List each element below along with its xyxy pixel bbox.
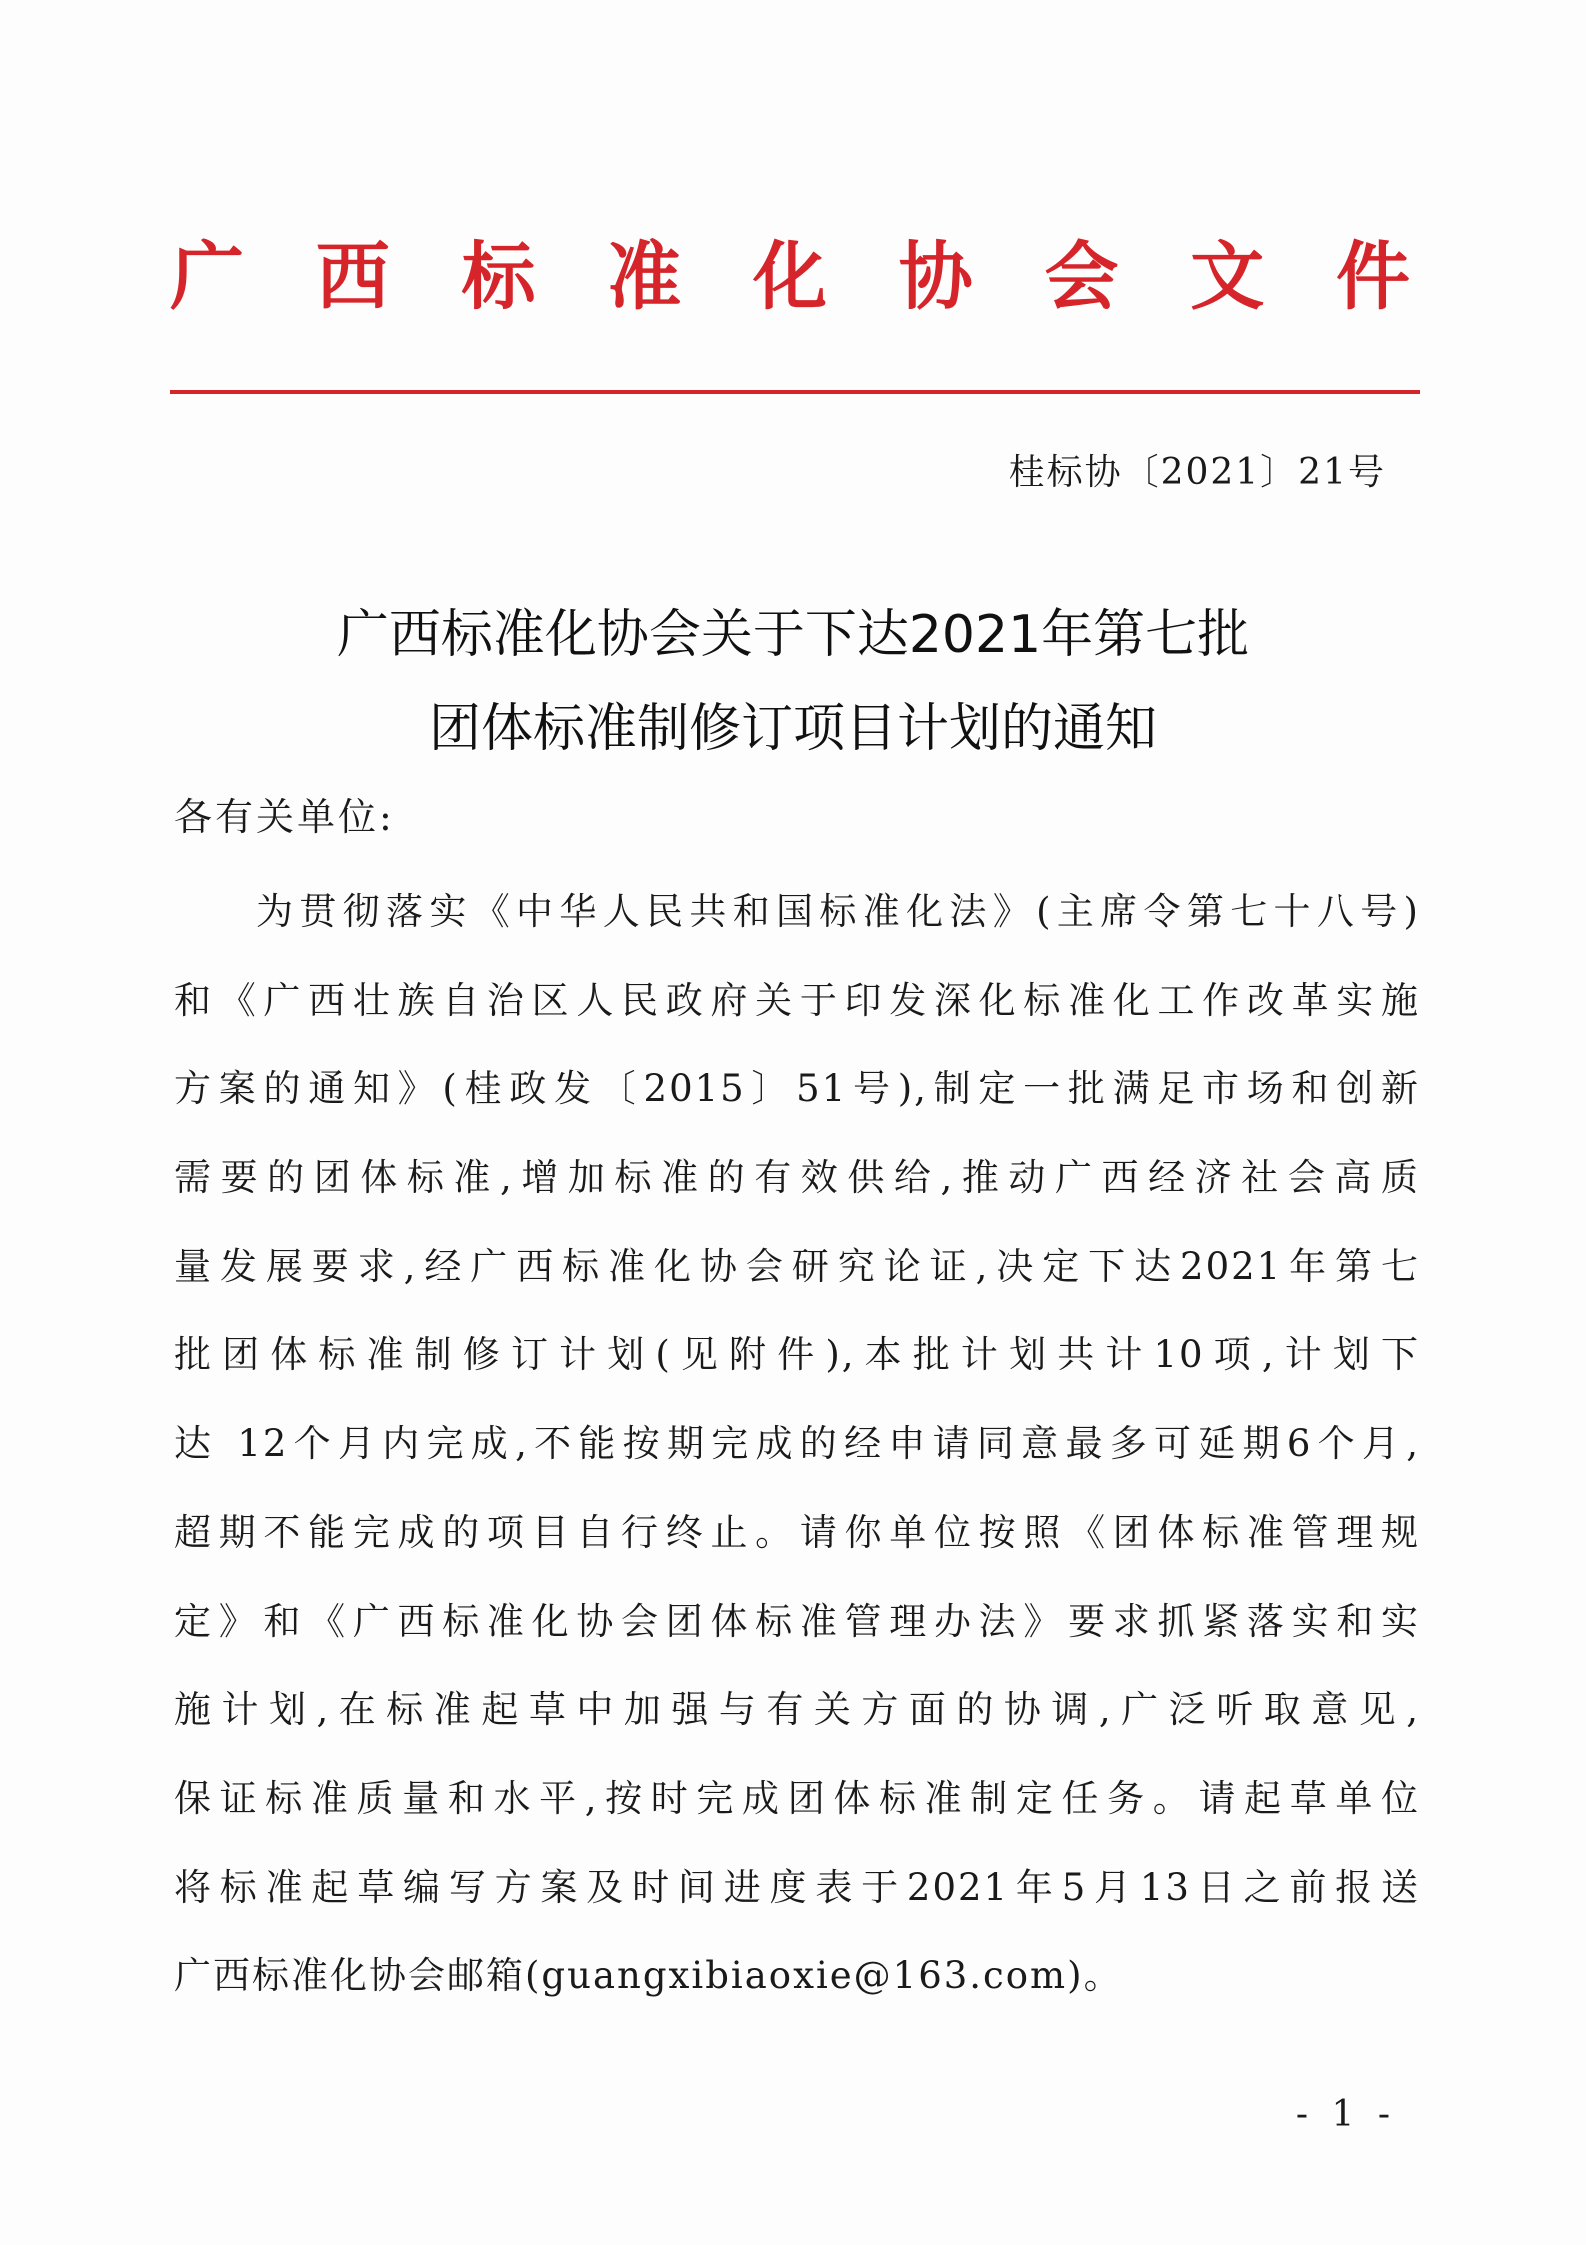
body-line: 定》和《广西标准化协会团体标准管理办法》要求抓紧落实和实 (174, 1599, 1420, 1643)
letterhead-title (170, 232, 1410, 322)
body-line: 量发展要求,经广西标准化协会研究论证,决定下达2021年第七 (174, 1244, 1420, 1288)
letterhead-char: 西 (315, 234, 390, 320)
letterhead-char: 广 (170, 234, 244, 320)
document-title (0, 588, 1586, 776)
body-line: 批团体标准制修订计划(见附件),本批计划共计10项,计划下 (174, 1333, 1420, 1377)
letterhead-char: 协 (898, 234, 973, 320)
letterhead-char: 件 (1336, 234, 1410, 320)
salutation: 各有关单位: (174, 795, 395, 839)
body-line: 广西标准化协会邮箱(guangxibiaoxie@163.com)。 (174, 1954, 1123, 1998)
title-line-2: 团体标准制修订项目计划的通知 (428, 699, 1157, 759)
body-line: 方案的通知》(桂政发〔2015〕51号),制定一批满足市场和创新 (174, 1067, 1420, 1111)
body-line: 将标准起草编写方案及时间进度表于2021年5月13日之前报送 (174, 1865, 1420, 1909)
letterhead-char: 文 (1190, 234, 1265, 320)
body-line: 需要的团体标准,增加标准的有效供给,推动广西经济社会高质 (174, 1156, 1420, 1200)
body-line: 超期不能完成的项目自行终止。请你单位按照《团体标准管理规 (174, 1510, 1420, 1554)
body-line: 为贯彻落实《中华人民共和国标准化法》(主席令第七十八号) (256, 890, 1420, 933)
body-line: 和《广西壮族自治区人民政府关于印发深化标准化工作改革实施 (174, 978, 1420, 1022)
document-number: 桂标协〔2021〕21号 (1008, 452, 1386, 493)
letterhead-char: 标 (461, 234, 536, 320)
page-number: - 1 - (1295, 2094, 1396, 2135)
letterhead-char: 准 (607, 234, 682, 320)
body-paragraph (174, 868, 1420, 2021)
body-line: 施计划,在标准起草中加强与有关方面的协调,广泛听取意见, (174, 1688, 1420, 1732)
title-line-1: 广西标准化协会关于下达2021年第七批 (336, 605, 1250, 665)
letterhead-divider (170, 390, 1420, 394)
letterhead-char: 会 (1044, 234, 1119, 320)
body-line: 达 12个月内完成,不能按期完成的经申请同意最多可延期6个月, (174, 1422, 1420, 1466)
letterhead-char: 化 (753, 234, 827, 320)
body-line: 保证标准质量和水平,按时完成团体标准制定任务。请起草单位 (174, 1776, 1420, 1820)
